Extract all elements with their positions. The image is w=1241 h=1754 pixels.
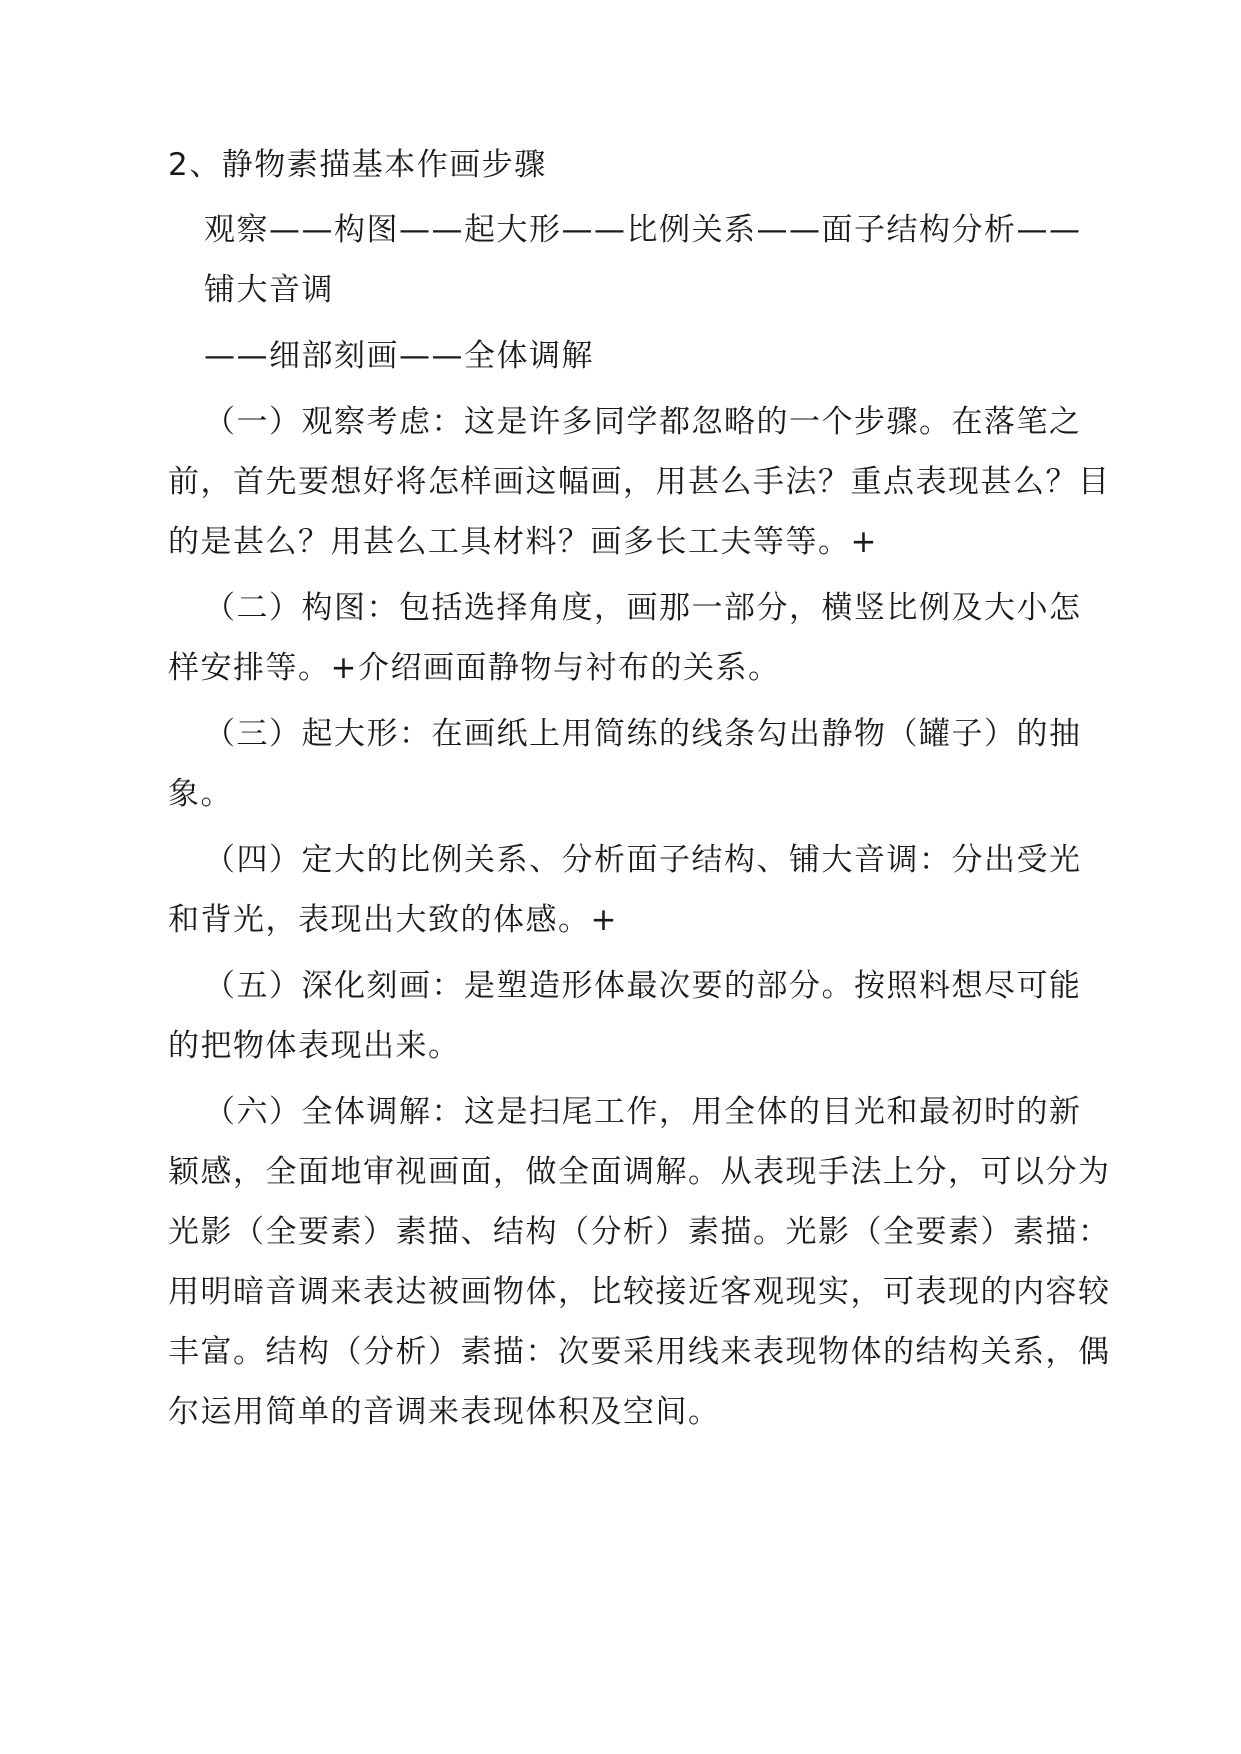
paragraph-4-line-1: （四）定大的比例关系、分析面子结构、铺大音调：分出受光 bbox=[204, 842, 1082, 878]
paragraph-5-line-1: （五）深化刻画：是塑造形体最次要的部分。按照料想尽可能 bbox=[204, 968, 1082, 1004]
paragraph-2-line-2: 样安排等。+介绍画面静物与衬布的关系。 bbox=[168, 650, 781, 686]
paragraph-6-line-5: 丰富。结构（分析）素描：次要采用线来表现物体的结构关系，偶 bbox=[168, 1334, 1111, 1370]
section-heading: 2、静物素描基本作画步骤 bbox=[168, 147, 547, 183]
paragraph-6-line-2: 颖感，全面地审视画面，做全面调解。从表现手法上分，可以分为 bbox=[168, 1154, 1111, 1190]
paragraph-6-line-4: 用明暗音调来表达被画物体，比较接近客观现实，可表现的内容较 bbox=[168, 1274, 1111, 1310]
paragraph-4-line-2: 和背光，表现出大致的体感。+ bbox=[168, 902, 618, 938]
paragraph-5-line-2: 的把物体表现出来。 bbox=[168, 1028, 461, 1064]
paragraph-6-line-3: 光影（全要素）素描、结构（分析）素描。光影（全要素）素描： bbox=[168, 1214, 1111, 1250]
paragraph-3-line-1: （三）起大形：在画纸上用简练的线条勾出静物（罐子）的抽 bbox=[204, 716, 1082, 752]
paragraph-1-line-3: 的是甚么？用甚么工具材料？画多长工夫等等。+ bbox=[168, 524, 878, 560]
flow-line-2: 铺大音调 bbox=[204, 272, 334, 308]
paragraph-3-line-2: 象。 bbox=[168, 776, 233, 812]
paragraph-6-line-6: 尔运用简单的音调来表现体积及空间。 bbox=[168, 1394, 721, 1430]
paragraph-1-line-1: （一）观察考虑：这是许多同学都忽略的一个步骤。在落笔之 bbox=[204, 404, 1082, 440]
flow-line-1: 观察——构图——起大形——比例关系——面子结构分析—— bbox=[204, 212, 1082, 248]
paragraph-2-line-1: （二）构图：包括选择角度，画那一部分，横竖比例及大小怎 bbox=[204, 590, 1082, 626]
paragraph-6-line-1: （六）全体调解：这是扫尾工作，用全体的目光和最初时的新 bbox=[204, 1094, 1082, 1130]
paragraph-1-line-2: 前，首先要想好将怎样画这幅画，用甚么手法？重点表现甚么？目 bbox=[168, 464, 1111, 500]
flow-line-3: ——细部刻画——全体调解 bbox=[204, 338, 594, 374]
